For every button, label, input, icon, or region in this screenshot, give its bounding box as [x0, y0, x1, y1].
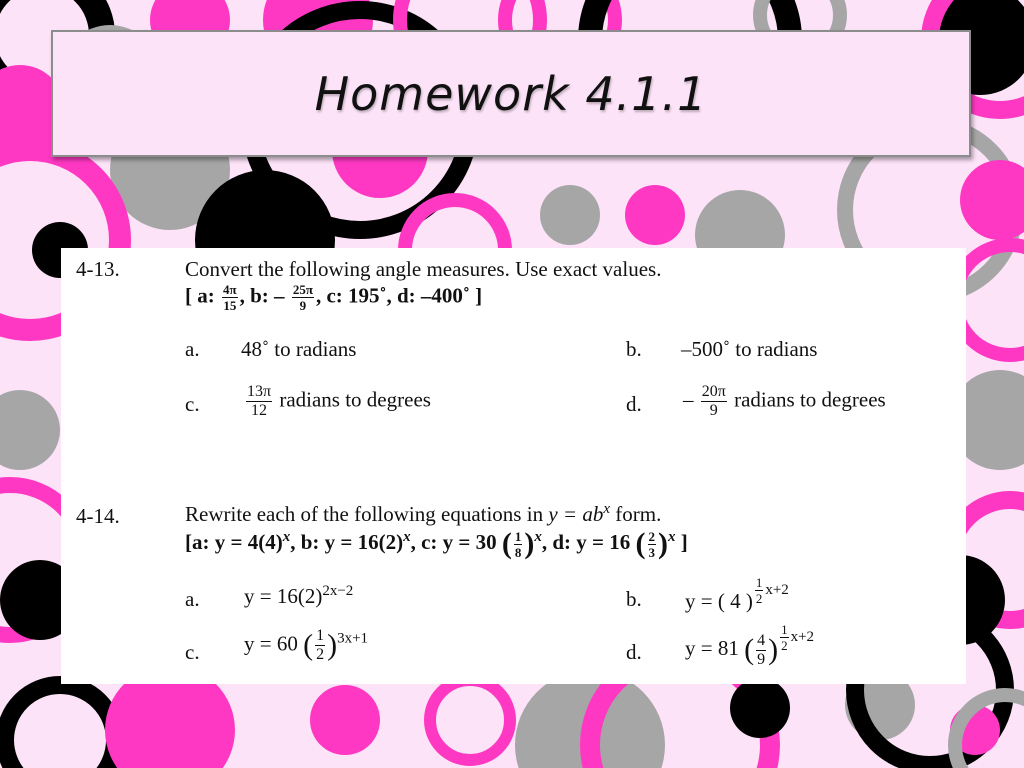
part-label: d.	[626, 640, 642, 664]
fraction: $\frac{1}{2}$	[316, 627, 325, 663]
fraction: $\frac{13\pi}{12}$	[247, 383, 272, 419]
part-label: b.	[626, 337, 642, 361]
title-box	[51, 30, 971, 157]
part-label: c.	[185, 392, 200, 416]
problem-14-answers: [a: $y = 4(4)^x$, b: $y = 16(2)^x$, c: y = 30 ( $\frac{1}{8}$ )$^x$, d: y = 16 ( $\frac{2}{3}$ )$^x$ ]	[185, 527, 688, 560]
problem-14-instruction: Rewrite each of the following equations in $y = ab^x$ form.	[185, 501, 662, 526]
problem-13-number: 4-13.	[76, 257, 120, 281]
fraction: $\frac{1}{2}$	[755, 575, 763, 606]
part-d-expression: y = 81 ( $\frac{4}{9}$ ) $\frac{1}{2}$ x+2	[685, 622, 815, 668]
part-a-expression: $y = 16(2)^{2x-2}$	[244, 583, 354, 608]
part-label: d.	[626, 392, 642, 416]
part-label: a.	[185, 337, 200, 361]
part-label: b.	[626, 587, 642, 611]
part-label: a.	[185, 587, 200, 611]
part-b-text: –500˚ to radians	[681, 337, 818, 361]
fraction: $\frac{25\pi}{9}$	[292, 282, 313, 313]
part-c-expression: y = 60 ( $\frac{1}{2}$ )$^{3x+1}$	[244, 627, 369, 663]
homework-problems	[61, 248, 966, 684]
fraction: $\frac{2}{3}$	[648, 528, 655, 560]
fraction: $\frac{4\pi}{15}$	[223, 282, 237, 313]
part-a-text: 48˚ to radians	[241, 337, 357, 361]
problem-14-number: 4-14.	[76, 504, 120, 528]
problem-13-instruction: Convert the following angle measures. Use exact values.	[185, 257, 662, 281]
part-c-expression: $\frac{13\pi}{12}$ radians to degrees	[247, 383, 431, 419]
page-title: Homework 4.1.1	[314, 66, 708, 121]
fraction: $\frac{1}{2}$	[781, 622, 788, 653]
fraction: $\frac{20\pi}{9}$	[701, 383, 726, 419]
part-d-expression: – $\frac{20\pi}{9}$ radians to degrees	[683, 383, 886, 419]
part-b-expression: y = ( 4 ) $\frac{1}{2}$ x+2	[685, 575, 789, 613]
fraction: $\frac{1}{8}$	[514, 528, 522, 560]
part-label: c.	[185, 640, 200, 664]
fraction: $\frac{4}{9}$	[757, 631, 766, 668]
problem-13-answers: [ a: $\frac{4\pi}{15}$ , b: – $\frac{25\pi}{9}$ , c: 195˚, d: –400˚ ]	[185, 282, 483, 313]
